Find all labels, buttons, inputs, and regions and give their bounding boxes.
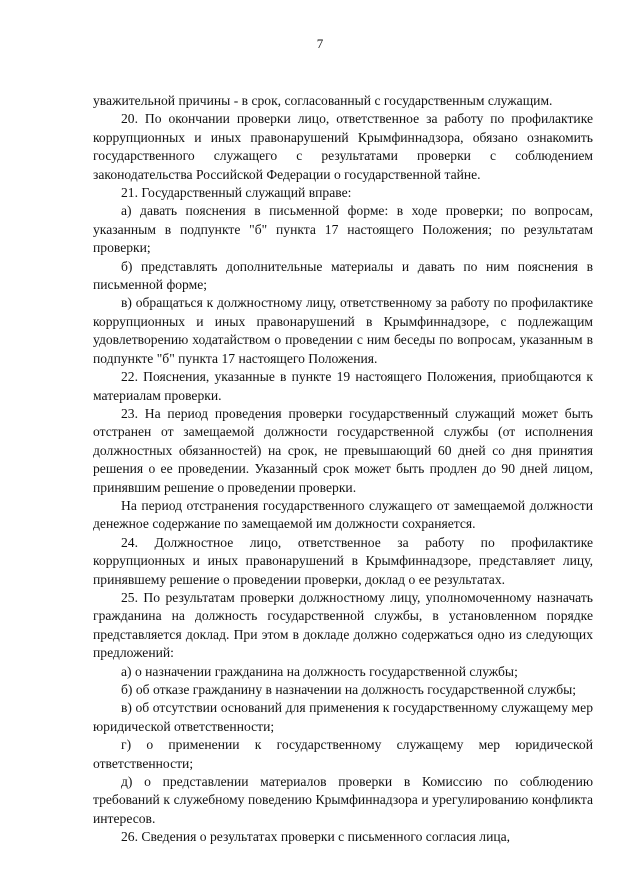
paragraph-26: 26. Сведения о результатах проверки с письменного согласия лица,	[121, 829, 511, 845]
paragraph-25-a: а) о назначении гражданина на должность государственной службы;	[121, 663, 518, 679]
paragraph-21: 21. Государственный служащий вправе:	[121, 185, 352, 201]
paragraph-25: 25. По результатам проверки должностному лицу, уполномоченному назначать гражданина на должность государственной службы, в установленном порядке представляется доклад. При этом в докладе должно содержаться одно из следующих предложений:	[93, 589, 593, 661]
paragraph-25-v: в) об отсутствии оснований для применения к государственному служащему мер юридической ответственности;	[93, 700, 593, 734]
paragraph-25-d: д) о представлении материалов проверки в Комиссию по соблюдению требований к служебному поведению Крымфиннадзора и урегулированию конфликта интересов.	[93, 774, 593, 826]
page-number: 7	[316, 36, 324, 51]
paragraph-25-b: б) об отказе гражданину в назначении на должность государственной службы;	[121, 682, 577, 697]
paragraph-21-a: а) давать пояснения в письменной форме: в ходе проверки; по вопросам, указанным в подпункте "б" пункта 17 настоящего Положения; по результатам проверки;	[93, 203, 593, 256]
paragraph-25-g: г) о применении к государственному служащему мер юридической ответственности;	[93, 737, 593, 771]
paragraph-22: 22. Пояснения, указанные в пункте 19 настоящего Положения, приобщаются к материалам проверки.	[93, 369, 593, 403]
paragraph-21-b: б) представлять дополнительные материалы и давать по ним пояснения в письменной форме;	[93, 258, 593, 293]
paragraph-24: 24. Должностное лицо, ответственное за работу по профилактике коррупционных и иных правонарушений в Крымфиннадзоре, представляет лицу, принявшему решение о проведении проверки, доклад о ее результатах.	[93, 534, 593, 587]
paragraph-23-suspension: На период отстранения государственного служащего от замещаемой должности денежное содержание по замещаемой им должности сохраняется.	[93, 497, 593, 532]
paragraph-continuation: уважительной причины - в срок, согласованный с государственным служащим.	[93, 93, 553, 108]
paragraph-20: 20. По окончании проверки лицо, ответственное за работу по профилактике коррупционных и иных правонарушений Крымфиннадзора, обязано ознакомить государственного служащего с результатами проверки с соблюдением законодательства Российской Федерации о государственной тайне.	[93, 111, 593, 182]
document-body	[93, 92, 593, 847]
paragraph-23: 23. На период проведения проверки государственный служащий может быть отстранен от замещаемой должности государственной службы (от исполнения должностных обязанностей) на срок, не превышающий 60 дней со дня принятия решения о ее проведении. Указанный срок может быть продлен до 90 дней лицом, принявшим решение о проведении проверки.	[93, 405, 593, 495]
paragraph-21-v: в) обращаться к должностному лицу, ответственному за работу по профилактике коррупционных и иных правонарушений в Крымфиннадзоре, с подлежащим удовлетворению ходатайством о проведении с ним беседы по вопросам, указанным в подпункте "б" пункта 17 настоящего Положения.	[93, 295, 593, 366]
